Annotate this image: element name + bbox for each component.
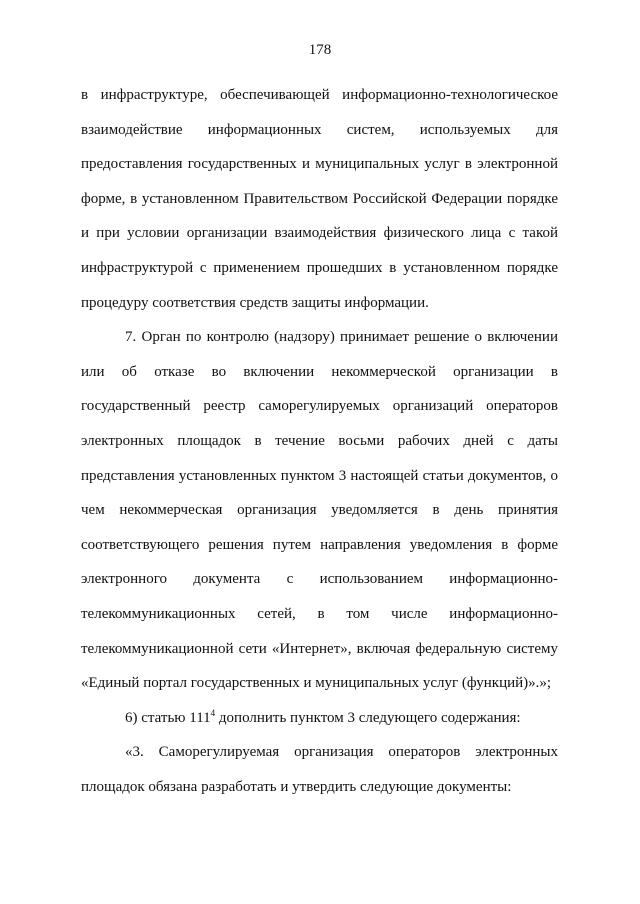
text-line: представления установленных пунктом 3 настоящей статьи документов, о xyxy=(81,467,558,484)
text-line: в инфраструктуре, обеспечивающей информационно-технологическое xyxy=(81,87,558,103)
text-line: электронных площадок в течение восьми рабочих дней с даты xyxy=(81,432,558,449)
text-line: телекоммуникационных сетей, в том числе информационно- xyxy=(81,605,558,622)
text-line-tail: «3. Саморегулируемая организация операторов электронных xyxy=(125,744,558,761)
page-number: 178 xyxy=(308,42,332,58)
text-line: соответствующего решения путем направления уведомления в форме xyxy=(81,536,558,553)
text-line: или об отказе во включении некоммерческой организации в xyxy=(81,363,558,380)
text-line-tail: площадок обязана разработать и утвердить следующие документы: xyxy=(81,778,512,795)
text-line: форме, в установленном Правительством Российской Федерации порядке xyxy=(81,190,558,207)
amendment-line xyxy=(81,701,558,736)
text-line: 7. Орган по контролю (надзору) принимает решение о включении xyxy=(125,329,558,346)
text-line: «Единый портал государственных и муниципальных услуг (функций)».»; xyxy=(81,675,552,692)
amendment-text-after: дополнить пунктом 3 следующего содержания: xyxy=(215,709,521,726)
text-line: телекоммуникационной сети «Интернет», включая федеральную систему xyxy=(81,640,558,657)
text-line: предоставления государственных и муниципальных услуг в электронной xyxy=(81,156,558,173)
text-line: процедуру соответствия средств защиты информации. xyxy=(81,294,429,311)
text-line: чем некоммерческая организация уведомляется в день принятия xyxy=(81,502,558,519)
superscript: 4 xyxy=(210,707,216,718)
amendment-text-before: 6) статью 111 xyxy=(125,709,211,726)
text-line: государственный реестр саморегулируемых организаций операторов xyxy=(81,398,558,415)
text-line: и при условии организации взаимодействия физического лица с такой xyxy=(81,225,558,242)
text-line: электронного документа с использованием информационно- xyxy=(81,571,558,588)
document-body xyxy=(81,78,558,804)
text-line: взаимодействие информационных систем, используемых для xyxy=(81,121,558,138)
text-line: инфраструктурой с применением прошедших в установленном порядке xyxy=(81,259,558,276)
